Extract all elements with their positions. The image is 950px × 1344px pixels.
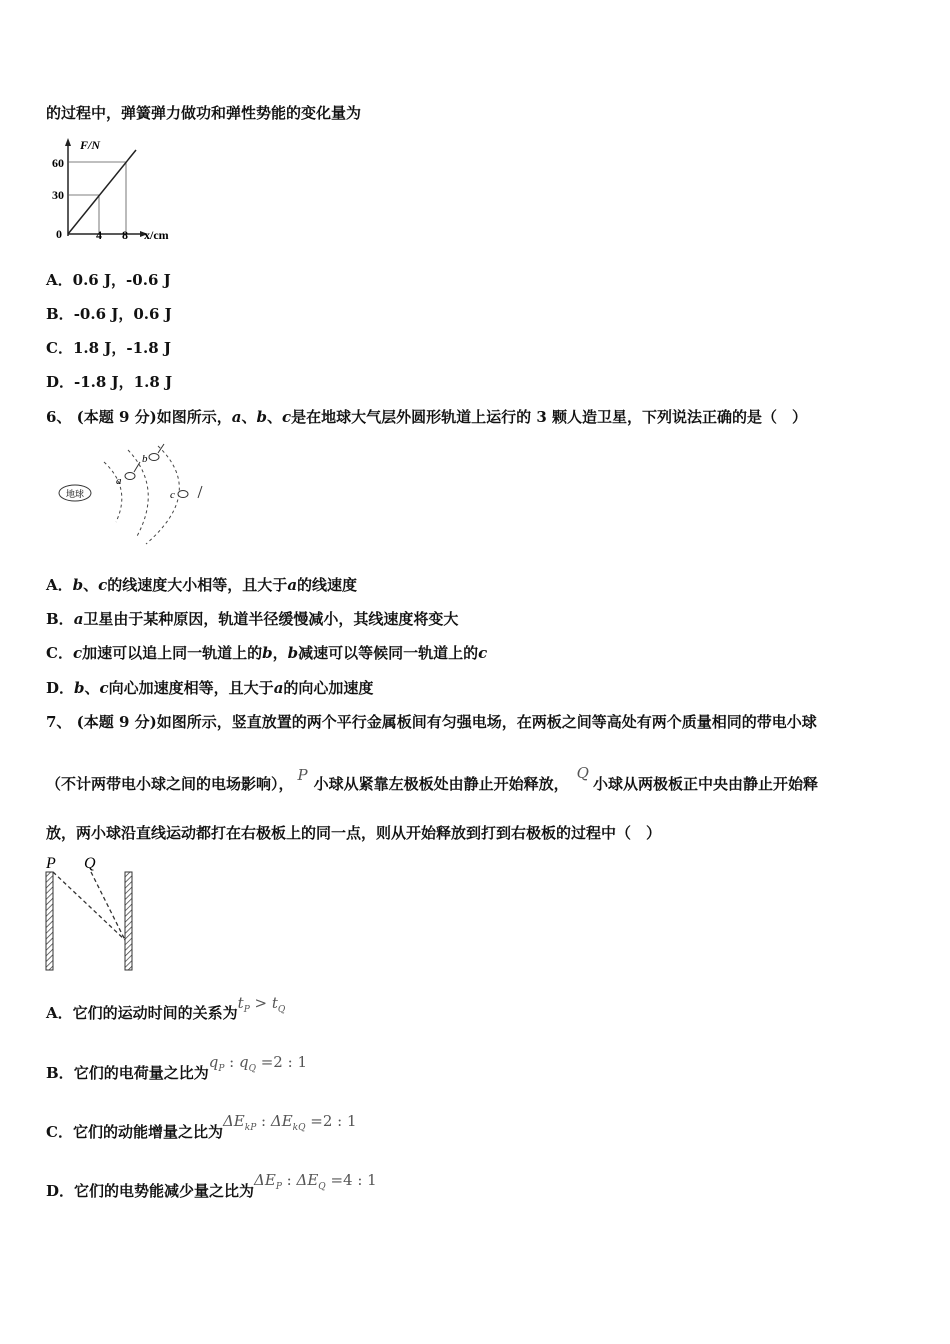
satellite-c-icon: [178, 491, 188, 498]
sep: 、: [84, 679, 100, 697]
var: c: [98, 576, 108, 594]
q7-option-b[interactable]: [46, 1053, 307, 1085]
q5-force-graph: [44, 136, 180, 244]
sep: 、: [267, 408, 283, 426]
formula: [254, 1171, 377, 1192]
s: P: [218, 1064, 225, 1074]
option-letter: C．: [46, 1123, 73, 1141]
var-a: a: [231, 408, 242, 426]
y-axis-arrow-icon: [65, 138, 71, 146]
path-Q: [91, 872, 125, 940]
sep: 、: [241, 408, 257, 426]
op: >: [249, 994, 272, 1012]
option-letter: C．: [46, 339, 73, 357]
origin-label: 0: [56, 227, 62, 241]
option-letter: A．: [46, 576, 73, 594]
q5-stem-tail: 的过程中，弹簧弹力做功和弹性势能的变化量为: [46, 104, 362, 122]
option-letter: B．: [46, 305, 74, 323]
var-P: P: [297, 766, 308, 784]
velocity-c-arrow-icon: [198, 486, 202, 498]
earth-label: 地球: [65, 489, 85, 499]
option-text: 的线速度大小相等，且大于: [107, 576, 288, 594]
x-axis-label: x/cm: [144, 228, 169, 242]
sep: ，: [272, 644, 288, 662]
q6-option-a[interactable]: [46, 574, 357, 595]
option-text: 它们的电荷量之比为: [73, 1064, 209, 1082]
q6-stem: [46, 406, 807, 427]
option-text: 的线速度: [297, 576, 358, 594]
q7-option-a[interactable]: [46, 994, 286, 1025]
var-Q: Q: [576, 764, 589, 782]
option-text: 的向心加速度: [283, 679, 374, 697]
option-text: 它们的电势能减少量之比为: [74, 1182, 255, 1200]
label-c: c: [170, 489, 175, 501]
option-letter: B．: [46, 1064, 74, 1082]
x-tick-8: 8: [122, 228, 128, 242]
op: :: [224, 1053, 239, 1071]
option-letter: D．: [46, 679, 75, 697]
q7-stem-text: 小球从两极板正中央由静止开始释: [592, 775, 818, 793]
q7-number: 7、: [46, 713, 72, 731]
op: :: [256, 1112, 271, 1130]
option-text: 1.8 J，-1.8 J: [72, 339, 172, 357]
q7-stem-line3: 放，两小球沿直线运动都打在右极板上的同一点，则从开始释放到打到右极板的过程中（ ）: [46, 824, 662, 842]
formula: [208, 1053, 307, 1074]
f: q: [208, 1053, 219, 1071]
right-plate: [125, 872, 132, 970]
option-text: 加速可以追上同一轨道上的: [82, 644, 263, 662]
sep: 、: [83, 576, 99, 594]
s: Q: [248, 1064, 256, 1074]
q5-option-c[interactable]: [46, 337, 171, 358]
q6-satellite-figure: [54, 440, 224, 548]
q7-score: (本题 9 分): [76, 713, 157, 731]
f: ΔE: [254, 1171, 276, 1189]
option-text: 减速可以等候同一轨道上的: [298, 644, 479, 662]
label-P: P: [46, 855, 56, 872]
path-P: [53, 872, 125, 940]
var: a: [287, 576, 298, 594]
f: ΔE: [222, 1112, 245, 1130]
q6-stem-text: 是在地球大气层外圆形轨道上运行的 3 颗人造卫星，下列说法正确的是（ ）: [291, 408, 808, 426]
var: a: [73, 610, 84, 628]
var: c: [478, 644, 488, 662]
var-c: c: [282, 408, 292, 426]
f: t: [237, 994, 244, 1012]
s: kQ: [292, 1123, 306, 1133]
q7-option-d[interactable]: [46, 1171, 377, 1203]
q7-stem-line1: [46, 711, 817, 732]
satellite-a-icon: [125, 473, 135, 480]
s: P: [243, 1005, 250, 1015]
q6-option-b[interactable]: [46, 608, 458, 629]
ratio: =2 : 1: [305, 1112, 357, 1130]
option-text: 它们的运动时间的关系为: [72, 1004, 238, 1022]
option-letter: B．: [46, 610, 74, 628]
option-text: 它们的动能增量之比为: [72, 1123, 223, 1141]
left-plate: [46, 872, 53, 970]
orbit-inner: [104, 462, 122, 522]
q5-option-a[interactable]: [46, 269, 171, 290]
q6-score: (本题 9 分): [76, 408, 157, 426]
y-axis-label: F/N: [80, 138, 101, 152]
f: ΔE: [270, 1112, 293, 1130]
formula: [237, 994, 286, 1015]
q6-stem-text: 如图所示，: [156, 408, 232, 426]
y-tick-60: 60: [52, 156, 64, 170]
op: :: [281, 1171, 297, 1189]
f: q: [238, 1053, 249, 1071]
q5-option-d[interactable]: [46, 371, 172, 392]
option-text: -1.8 J，1.8 J: [74, 373, 173, 391]
var: b: [262, 644, 273, 662]
var-b: b: [256, 408, 268, 426]
var: c: [99, 679, 109, 697]
formula: [222, 1112, 357, 1133]
q5-option-b[interactable]: [46, 303, 172, 324]
label-Q: Q: [84, 855, 96, 872]
q7-stem-line2: [46, 764, 818, 794]
q7-option-c[interactable]: [46, 1112, 357, 1144]
q7-plates-figure: [42, 852, 142, 974]
label-a: a: [116, 475, 122, 487]
x-tick-4: 4: [96, 228, 102, 242]
satellite-b-icon: [149, 454, 159, 461]
q7-stem-text: 小球从紧靠左极板处由静止开始释放，: [313, 775, 569, 793]
q6-option-d[interactable]: [46, 677, 373, 698]
ratio: =4 : 1: [325, 1171, 377, 1189]
ratio: =2 : 1: [255, 1053, 307, 1071]
f: t: [271, 994, 278, 1012]
var: c: [72, 644, 83, 662]
s: Q: [277, 1005, 286, 1015]
q6-number: 6、: [46, 408, 72, 426]
y-tick-30: 30: [52, 188, 64, 202]
q7-stem-text: 如图所示，竖直放置的两个平行金属板间有匀强电场，在两板之间等高处有两个质量相同的带电小球: [156, 713, 817, 731]
option-letter: C．: [46, 644, 73, 662]
velocity-a-arrow-icon: [134, 462, 140, 472]
label-b: b: [142, 453, 148, 465]
option-text: 向心加速度相等，且大于: [108, 679, 274, 697]
s: P: [275, 1182, 282, 1192]
var: b: [74, 679, 85, 697]
option-letter: A．: [46, 271, 73, 289]
q7-stem-text: （不计两带电小球之间的电场影响），: [46, 775, 294, 793]
option-text: -0.6 J，0.6 J: [73, 305, 172, 323]
s: kP: [244, 1123, 257, 1133]
option-letter: D．: [46, 373, 75, 391]
s: Q: [318, 1182, 326, 1192]
option-text: 卫星由于某种原因，轨道半径缓慢减小，其线速度将变大: [83, 610, 459, 628]
var: b: [72, 576, 84, 594]
q6-option-c[interactable]: [46, 642, 487, 663]
option-letter: D．: [46, 1182, 75, 1200]
var: b: [287, 644, 299, 662]
option-text: 0.6 J，-0.6 J: [72, 271, 171, 289]
var: a: [273, 679, 284, 697]
option-letter: A．: [46, 1004, 73, 1022]
f: ΔE: [296, 1171, 319, 1189]
